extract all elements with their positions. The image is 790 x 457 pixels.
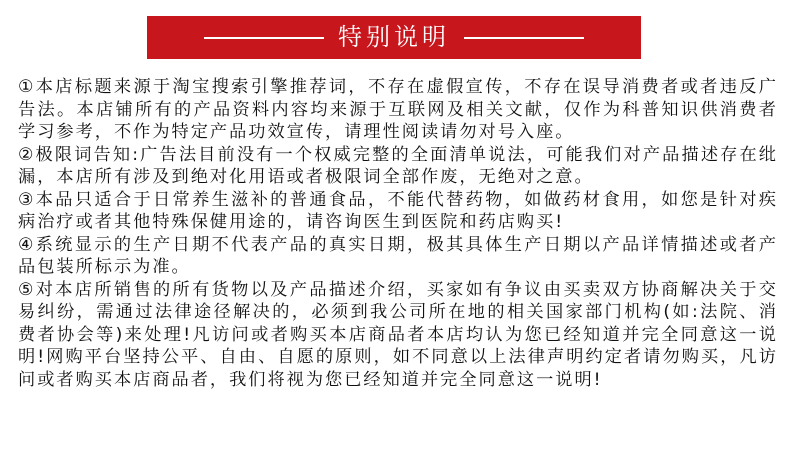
notice-content bbox=[18, 76, 778, 391]
notice-item-5: ⑤对本店所销售的所有货物以及产品描述介绍，买家如有争议由买卖双方协商解决关于交易纠纷，需通过法律途径解决的，必须到我公司所在地的相关国家部门机构(如:法院、消费者协会等)来处理!凡访问或者购买本店商品者本店均认为您已经知道并完全同意这一说明!网购平台坚持公平、自由、自愿的原则，如不同意以上法律声明约定者请勿购买，凡访问或者购买本店商品者，我们将视为您已经知道并完全同意这一说明! bbox=[18, 279, 778, 390]
banner-line-right bbox=[464, 37, 584, 39]
title-banner bbox=[147, 16, 641, 59]
notice-item-4: ④系统显示的生产日期不代表产品的真实日期，极其具体生产日期以产品详情描述或者产品包装所标示为准。 bbox=[18, 234, 778, 277]
page-title: 特别说明 bbox=[338, 23, 450, 51]
notice-item-1: ①本店标题来源于淘宝搜索引擎推荐词，不存在虚假宣传，不存在误导消费者或者违反广告法。本店铺所有的产品资料内容均来源于互联网及相关文献，仅作为科普知识供消费者学习参考，不作为特定产品功效宣传，请理性阅读请勿对号入座。 bbox=[18, 77, 778, 142]
banner-line-left bbox=[204, 37, 324, 39]
notice-item-2: ②极限词告知:广告法目前没有一个权威完整的全面清单说法，可能我们对产品描述存在纰漏，本店所有涉及到绝对化用语或者极限词全部作废，无绝对之意。 bbox=[18, 144, 778, 187]
notice-item-3: ③本品只适合于日常养生滋补的普通食品，不能代替药物，如做药材食用，如您是针对疾病治疗或者其他特殊保健用途的，请咨询医生到医院和药店购买! bbox=[18, 189, 778, 232]
